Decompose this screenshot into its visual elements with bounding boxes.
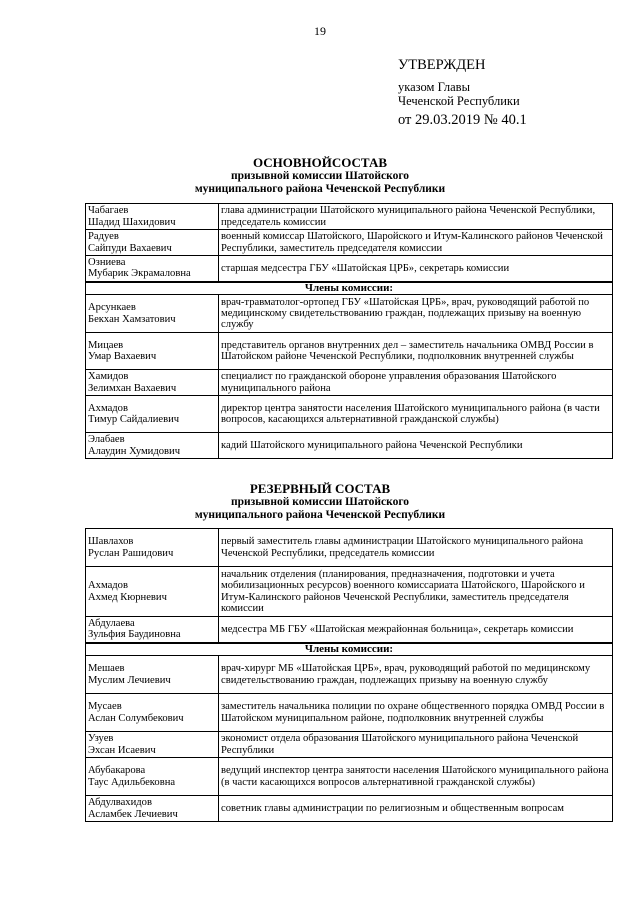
member-role: ведущий инспектор центра занятости населения Шатойского муниципального района (в части касающихся вопросов альтернативной гражданской службы)	[219, 758, 613, 796]
given-name: Шадид Шахидович	[88, 216, 176, 228]
main-subtitle: призывной комиссии Шатойского	[230, 170, 410, 182]
main-section-heading	[0, 156, 640, 195]
surname: Ахмадов	[88, 402, 128, 414]
approval-line: указом Главы	[398, 80, 470, 94]
table-row	[86, 282, 613, 295]
surname: Арсункаев	[88, 302, 136, 314]
member-role: врач-хирург МБ «Шатойская ЦРБ», врач, руководящий работой по медицинскому свидетельствованию граждан, подлежащих призыву на военную службу	[219, 656, 613, 694]
approval-block	[398, 57, 527, 128]
surname: Узуев	[88, 733, 114, 745]
member-name-cell	[86, 295, 219, 333]
given-name: Ахмед Кюрневич	[88, 591, 167, 603]
reserve-subtitle: муниципального района Чеченской Республики	[194, 508, 446, 521]
given-name: Зульфия Баудиновна	[88, 629, 181, 641]
member-name-cell	[86, 694, 219, 732]
surname: Элабаев	[88, 434, 125, 446]
table-row	[86, 694, 613, 732]
member-role: военный комиссар Шатойского, Шаройского и Итум-Калинского районов Чеченской Республики, заместитель председателя комиссии	[219, 230, 613, 256]
table-row	[86, 396, 613, 433]
approval-date: от 29.03.2019 № 40.1	[398, 112, 527, 128]
reserve-committee-table	[85, 528, 613, 822]
surname: Абдулвахидов	[88, 797, 152, 809]
approval-title: УТВЕРЖДЕН	[398, 57, 486, 73]
table-row	[86, 529, 613, 567]
given-name: Сайпуди Вахаевич	[88, 242, 172, 254]
given-name: Муслим Лечиевич	[88, 674, 171, 686]
main-subtitle: муниципального района Чеченской Республики	[194, 182, 446, 195]
surname: Радуев	[88, 231, 119, 243]
member-name-cell	[86, 617, 219, 643]
surname: Ахмадов	[88, 580, 128, 592]
member-role: советник главы администрации по религиозным и общественным вопросам	[219, 796, 613, 822]
given-name: Бекхан Хамзатович	[88, 313, 176, 325]
page-number: 19	[314, 24, 326, 38]
member-name-cell	[86, 529, 219, 567]
member-role: директор центра занятости населения Шатойского муниципального района (в части вопросов, касающихся альтернативной гражданской службы)	[219, 396, 613, 433]
surname: Мицаев	[88, 339, 124, 351]
given-name: Аслан Солумбекович	[88, 712, 184, 724]
member-name-cell	[86, 433, 219, 459]
surname: Абубакарова	[88, 765, 146, 777]
table-row	[86, 732, 613, 758]
given-name: Умар Вахаевич	[88, 351, 157, 362]
member-role: заместитель начальника полиции по охране общественного порядка ОМВД России в Шатойском муниципальном районе, подполковник внутренней службы	[219, 694, 613, 732]
member-role: экономист отдела образования Шатойского муниципального района Чеченской Республики	[219, 732, 613, 758]
table-row	[86, 333, 613, 370]
reserve-section-heading	[0, 482, 640, 521]
given-name: Тимур Сайдалиевич	[88, 414, 180, 425]
given-name: Эхсан Исаевич	[88, 744, 156, 756]
surname: Абдулаева	[88, 618, 135, 630]
given-name: Алаудин Хумидович	[88, 445, 181, 457]
members-header: Члены комиссии:	[86, 643, 613, 656]
member-name-cell	[86, 396, 219, 433]
member-role: кадий Шатойского муниципального района Чеченской Республики	[219, 433, 613, 459]
member-role: представитель органов внутренних дел – заместитель начальника ОМВД России в Шатойском районе Чеченской Республики, подполковник внутренней службы	[219, 333, 613, 370]
table-row	[86, 617, 613, 643]
table-row	[86, 370, 613, 396]
member-name-cell	[86, 732, 219, 758]
member-name-cell	[86, 333, 219, 370]
reserve-title: РЕЗЕРВНЫЙ СОСТАВ	[249, 481, 391, 496]
given-name: Асламбек Лечиевич	[88, 808, 178, 820]
member-name-cell	[86, 656, 219, 694]
members-header: Члены комиссии:	[86, 282, 613, 295]
table-row	[86, 230, 613, 256]
table-row	[86, 796, 613, 822]
surname: Мешаев	[88, 663, 125, 675]
member-role: специалист по гражданской обороне управления образования Шатойского муниципального района	[219, 370, 613, 396]
member-name-cell	[86, 230, 219, 256]
given-name: Руслан Рашидович	[88, 547, 174, 559]
surname: Озниева	[88, 257, 126, 269]
member-role: начальник отделения (планирования, предназначения, подготовки и учета мобилизационных ресурсов) военного комиссариата Шатойского, Шаройского и Итум-Калинского районов Чеченской Республики, заместитель председателя комиссии	[219, 567, 613, 617]
member-name-cell	[86, 204, 219, 230]
main-committee-table	[85, 203, 613, 459]
member-role: первый заместитель главы администрации Шатойского муниципального района Чеченской Республики, председатель комиссии	[219, 529, 613, 567]
table-row	[86, 433, 613, 459]
table-row	[86, 656, 613, 694]
surname: Мусаев	[88, 701, 122, 713]
surname: Шавлахов	[88, 536, 134, 548]
member-name-cell	[86, 256, 219, 282]
surname: Хамидов	[88, 371, 129, 383]
given-name: Мубарик Экрамаловна	[88, 268, 191, 280]
member-role: старшая медсестра ГБУ «Шатойская ЦРБ», секретарь комиссии	[219, 256, 613, 282]
main-title: ОСНОВНОЙСОСТАВ	[252, 155, 388, 170]
table-row	[86, 295, 613, 333]
member-role: медсестра МБ ГБУ «Шатойская межрайонная больница», секретарь комиссии	[219, 617, 613, 643]
table-row	[86, 204, 613, 230]
member-name-cell	[86, 796, 219, 822]
member-name-cell	[86, 758, 219, 796]
member-name-cell	[86, 370, 219, 396]
approval-line: Чеченской Республики	[398, 93, 520, 108]
table-row	[86, 256, 613, 282]
given-name: Зелимхан Вахаевич	[88, 382, 177, 394]
table-row	[86, 567, 613, 617]
table-row	[86, 643, 613, 656]
table-row	[86, 758, 613, 796]
member-name-cell	[86, 567, 219, 617]
surname: Чабагаев	[88, 205, 129, 217]
member-role: глава администрации Шатойского муниципального района Чеченской Республики, председатель комиссии	[219, 204, 613, 230]
reserve-subtitle: призывной комиссии Шатойского	[230, 496, 410, 508]
given-name: Таус Адильбековна	[88, 776, 176, 788]
member-role: врач-травматолог-ортопед ГБУ «Шатойская ЦРБ», врач, руководящий работой по медицинскому свидетельствованию граждан, подлежащих призыву на военную службу	[219, 295, 613, 333]
